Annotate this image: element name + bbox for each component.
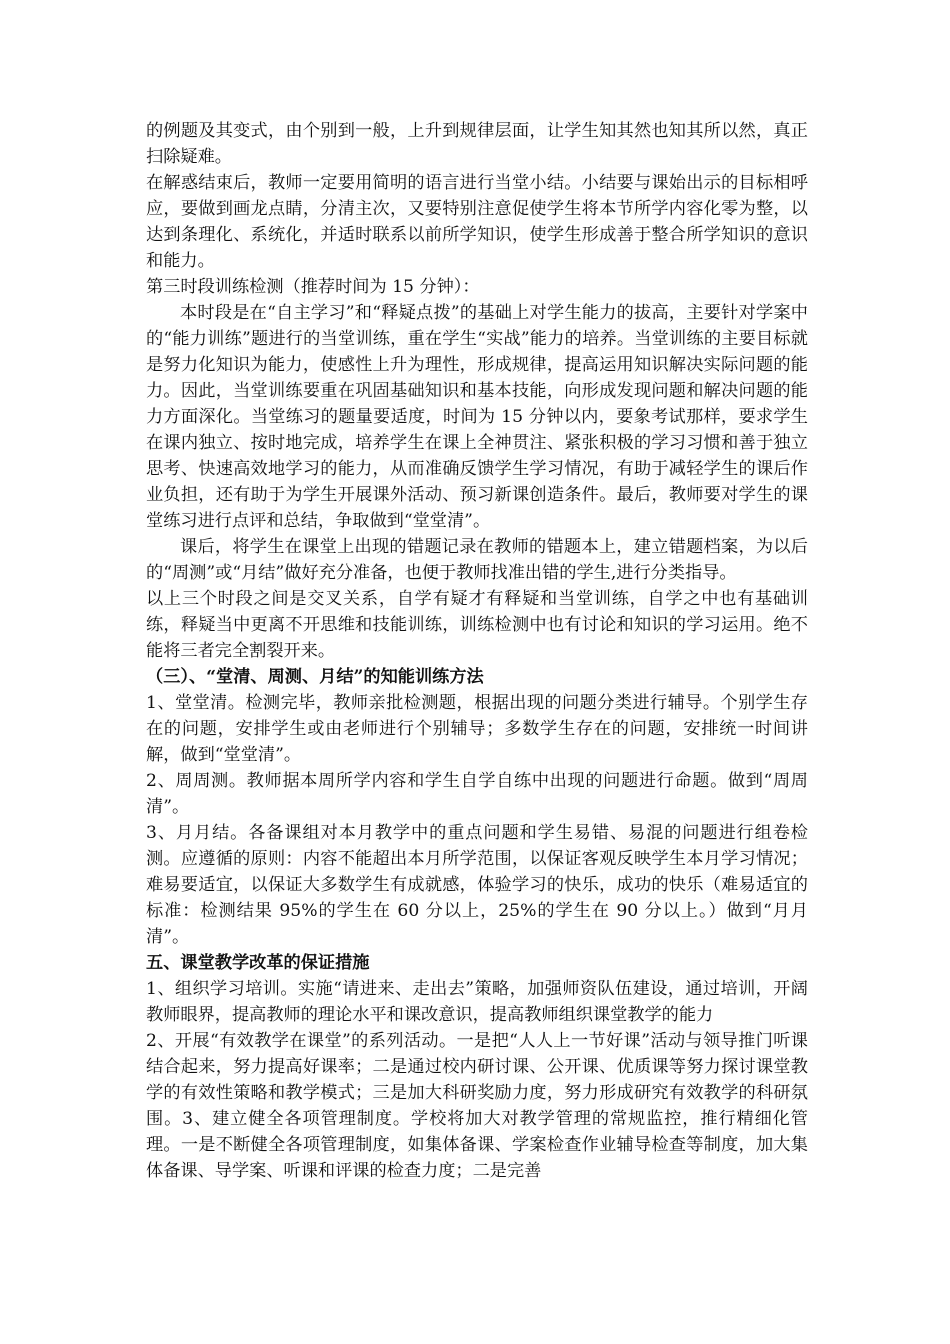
paragraph-9: 2、周周测。教师据本周所学内容和学生自学自练中出现的问题进行命题。做到“周周清”。 bbox=[146, 771, 808, 817]
paragraph-3: 第三时段训练检测（推荐时间为 15 分钟）： bbox=[146, 277, 480, 297]
section-heading-3: （三）、“堂清、周测、月结”的知能训练方法 bbox=[146, 667, 484, 687]
paragraph-12: 1、组织学习培训。实施“请进来、走出去”策略，加强师资队伍建设，通过培训，开阔教师眼界，提高教师的理论水平和课改意识，提高教师组织课堂教学的能力 bbox=[146, 979, 808, 1025]
paragraph-10: 3、月月结。各备课组对本月教学中的重点问题和学生易错、易混的问题进行组卷检测。应遵循的原则：内容不能超出本月所学范围，以保证客观反映学生本月学习情况；难易要适宜，以保证大多数学生有成就感，体验学习的快乐，成功的快乐（难易适宜的标准：检测结果 95%的学生在 60 分以上，25%的学生在 90 分以上。）做到“月月清”。 bbox=[146, 823, 808, 947]
paragraph-13: 2、开展“有效教学在课堂”的系列活动。一是把“人人上一节好课”活动与领导推门听课结合起来，努力提高好课率；二是通过校内研讨课、公开课、优质课等努力探讨课堂教学的有效性策略和教学模式；三是加大科研奖励力度，努力形成研究有效教学的科研氛围。3、建立健全各项管理制度。学校将加大对教学管理的常规监控，推行精细化管理。一是不断健全各项管理制度，如集体备课、学案检查作业辅导检查等制度，加大集体备课、导学案、听课和评课的检查力度；二是完善 bbox=[146, 1031, 808, 1181]
section-heading-5: 五、课堂教学改革的保证措施 bbox=[146, 953, 370, 973]
paragraph-8: 1、堂堂清。检测完毕，教师亲批检测题，根据出现的问题分类进行辅导。个别学生存在的问题，安排学生或由老师进行个别辅导；多数学生存在的问题，安排统一时间讲解，做到“堂堂清”。 bbox=[146, 693, 808, 765]
paragraph-5: 课后，将学生在课堂上出现的错题记录在教师的错题本上，建立错题档案，为以后的“周测”或“月结”做好充分准备，也便于教师找准出错的学生,进行分类指导。 bbox=[146, 537, 808, 583]
paragraph-4: 本时段是在“自主学习”和“释疑点拨”的基础上对学生能力的拔高，主要针对学案中的“能力训练”题进行的当堂训练，重在学生“实战”能力的培养。当堂训练的主要目标就是努力化知识为能力，使感性上升为理性，形成规律，提高运用知识解决实际问题的能力。因此，当堂训练要重在巩固基础知识和基本技能，向形成发现问题和解决问题的能力方面深化。当堂练习的题量要适度，时间为 15 分钟以内，要象考试那样，要求学生在课内独立、按时地完成，培养学生在课上全神贯注、紧张积极的学习习惯和善于独立思考、快速高效地学习的能力，从而准确反馈学生学习情况，有助于减轻学生的课后作业负担，还有助于为学生开展课外活动、预习新课创造条件。最后，教师要对学生的课堂练习进行点评和总结，争取做到“堂堂清”。 bbox=[146, 303, 808, 531]
document-body bbox=[146, 118, 808, 1184]
paragraph-1: 的例题及其变式，由个别到一般，上升到规律层面，让学生知其然也知其所以然，真正扫除疑难。 bbox=[146, 121, 808, 167]
paragraph-6: 以上三个时段之间是交叉关系，自学有疑才有释疑和当堂训练，自学之中也有基础训练，释疑当中更离不开思维和技能训练，训练检测中也有讨论和知识的学习运用。绝不能将三者完全割裂开来。 bbox=[146, 589, 808, 661]
paragraph-2: 在解惑结束后，教师一定要用简明的语言进行当堂小结。小结要与课始出示的目标相呼应，要做到画龙点睛，分清主次，又要特别注意促使学生将本节所学内容化零为整，以达到条理化、系统化，并适时联系以前所学知识，使学生形成善于整合所学知识的意识和能力。 bbox=[146, 173, 808, 271]
